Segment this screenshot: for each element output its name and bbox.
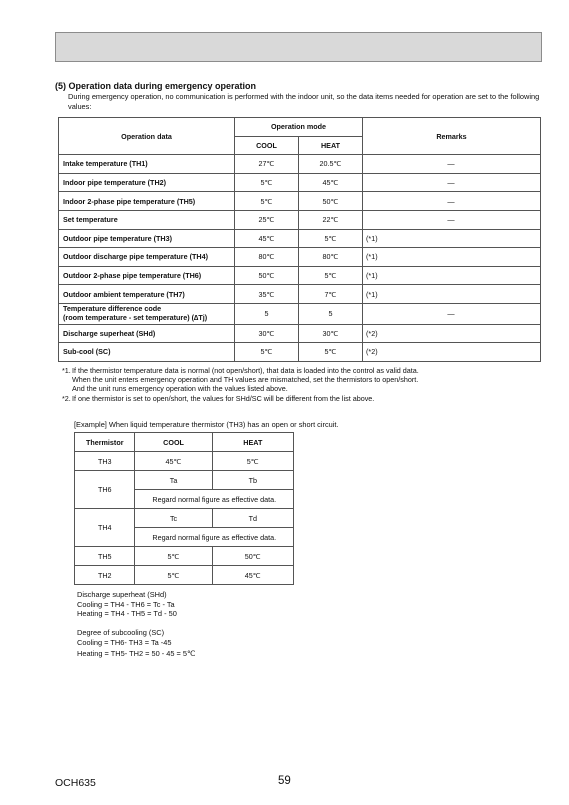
cool-value: 5℃ [235, 173, 299, 192]
table-row [75, 509, 294, 528]
footnote-1 [62, 366, 544, 375]
col-cool: COOL [135, 433, 212, 452]
header-band [55, 32, 542, 62]
example-table [74, 432, 294, 585]
heat-value: Td [212, 509, 293, 528]
remark: (*2) [363, 343, 541, 362]
cool-value: Tc [135, 509, 212, 528]
col-operation-data: Operation data [59, 118, 235, 155]
thermistor-name: TH4 [75, 509, 135, 547]
row-label: Indoor 2-phase pipe temperature (TH5) [59, 192, 235, 211]
remark: (*1) [363, 248, 541, 267]
operation-data-table [58, 117, 541, 362]
page-number: 59 [278, 775, 291, 787]
heat-value: 22℃ [299, 210, 363, 229]
row-label: Outdoor ambient temperature (TH7) [59, 285, 235, 304]
table-row [59, 210, 541, 229]
effective-data-note: Regard normal figure as effective data. [135, 528, 294, 547]
table-row [59, 155, 541, 174]
footnote-mark: *1. [62, 366, 71, 375]
section-title: (5) Operation data during emergency operation [55, 81, 257, 91]
calc-title: Discharge superheat (SHd) [77, 590, 167, 599]
cool-value: 50℃ [235, 266, 299, 285]
heat-value: 7℃ [299, 285, 363, 304]
cool-value: 30℃ [235, 324, 299, 343]
col-operation-mode: Operation mode [235, 118, 363, 137]
table-row [75, 547, 294, 566]
thermistor-name: TH5 [75, 547, 135, 566]
remark: (*1) [363, 266, 541, 285]
col-heat: HEAT [299, 136, 363, 155]
row-label: Set temperature [59, 210, 235, 229]
heat-value: 50℃ [299, 192, 363, 211]
heat-value: 5℃ [299, 343, 363, 362]
row-label-line: Temperature difference code [63, 304, 162, 314]
cool-value: 5℃ [235, 343, 299, 362]
remark: (*1) [363, 229, 541, 248]
row-label: Indoor pipe temperature (TH2) [59, 173, 235, 192]
cool-value: 27℃ [235, 155, 299, 174]
calc-title: Degree of subcooling (SC) [77, 628, 165, 637]
heat-value: 30℃ [299, 324, 363, 343]
example-title: [Example] When liquid temperature thermistor (TH3) has an open or short circuit. [74, 420, 339, 429]
thermistor-name: TH2 [75, 566, 135, 585]
row-label: Outdoor discharge pipe temperature (TH4) [59, 248, 235, 267]
table-row [59, 285, 541, 304]
table-row [59, 343, 541, 362]
cool-value: 5℃ [135, 566, 212, 585]
heat-value: 45℃ [299, 173, 363, 192]
heat-value: 50℃ [212, 547, 293, 566]
cool-value: 80℃ [235, 248, 299, 267]
cool-value: 35℃ [235, 285, 299, 304]
thermistor-name: TH3 [75, 452, 135, 471]
calc-line: Cooling = TH6- TH3 = Ta -45 [77, 637, 172, 647]
heat-value: 80℃ [299, 248, 363, 267]
model-code: OCH635 [55, 777, 96, 789]
cool-value: 5 [235, 303, 299, 324]
table-row [59, 248, 541, 267]
table-row [59, 192, 541, 211]
effective-data-note: Regard normal figure as effective data. [135, 490, 294, 509]
calc-line: Heating = TH4 - TH5 = Td - 50 [77, 609, 177, 619]
row-label [59, 303, 235, 324]
cool-value: 45℃ [235, 229, 299, 248]
col-thermistor: Thermistor [75, 433, 135, 452]
footnote-mark: *2. [62, 393, 71, 403]
table-row [59, 229, 541, 248]
superheat-calculation [77, 590, 177, 619]
table-row [59, 303, 541, 324]
heat-value: 5℃ [299, 266, 363, 285]
col-heat: HEAT [212, 433, 293, 452]
footnote-text: If one thermistor is set to open/short, the values for SHd/SC will be different from the list above. [72, 393, 375, 403]
subcool-calculation [77, 628, 195, 659]
remark: — [363, 155, 541, 174]
cool-value: 5℃ [135, 547, 212, 566]
table-row [59, 173, 541, 192]
heat-value: Tb [212, 471, 293, 490]
table-row [75, 471, 294, 490]
heat-value: 5℃ [299, 229, 363, 248]
cool-value: 5℃ [235, 192, 299, 211]
heat-value: 5℃ [212, 452, 293, 471]
remark: — [363, 303, 541, 324]
row-label: Intake temperature (TH1) [59, 155, 235, 174]
remark: — [363, 192, 541, 211]
footnote-text: If the thermistor temperature data is normal (not open/short), that data is loaded into the control as valid data. [72, 366, 419, 375]
heat-value: 45℃ [212, 566, 293, 585]
col-remarks: Remarks [363, 118, 541, 155]
row-label-line: (room temperature - set temperature) (∆Tj) [63, 312, 208, 322]
row-label: Sub-cool (SC) [59, 343, 235, 362]
thermistor-name: TH6 [75, 471, 135, 509]
footnote-text: And the unit runs emergency operation with the values listed above. [72, 384, 288, 394]
cool-value: 45℃ [135, 452, 212, 471]
table-row [75, 452, 294, 471]
heat-value: 5 [299, 303, 363, 324]
cool-value: 25℃ [235, 210, 299, 229]
col-cool: COOL [235, 136, 299, 155]
footnote-2 [62, 394, 544, 403]
table-row [75, 566, 294, 585]
remark: (*2) [363, 324, 541, 343]
calc-line: Heating = TH5- TH2 = 50 - 45 = 5℃ [77, 649, 196, 659]
row-label: Outdoor pipe temperature (TH3) [59, 229, 235, 248]
row-label: Discharge superheat (SHd) [59, 324, 235, 343]
remark: — [363, 173, 541, 192]
footnotes [62, 366, 544, 403]
section-intro: During emergency operation, no communication is performed with the indoor unit, so the data items needed for operation are set to the following values: [68, 92, 540, 111]
remark: — [363, 210, 541, 229]
footnote-text: When the unit enters emergency operation and TH values are mismatched, set the thermistors to open/short. [72, 375, 419, 385]
table-row [59, 266, 541, 285]
heat-value: 20.5℃ [299, 155, 363, 174]
cool-value: Ta [135, 471, 212, 490]
table-row [59, 324, 541, 343]
row-label: Outdoor 2-phase pipe temperature (TH6) [59, 266, 235, 285]
remark: (*1) [363, 285, 541, 304]
calc-line: Cooling = TH4 - TH6 = Tc - Ta [77, 599, 175, 609]
